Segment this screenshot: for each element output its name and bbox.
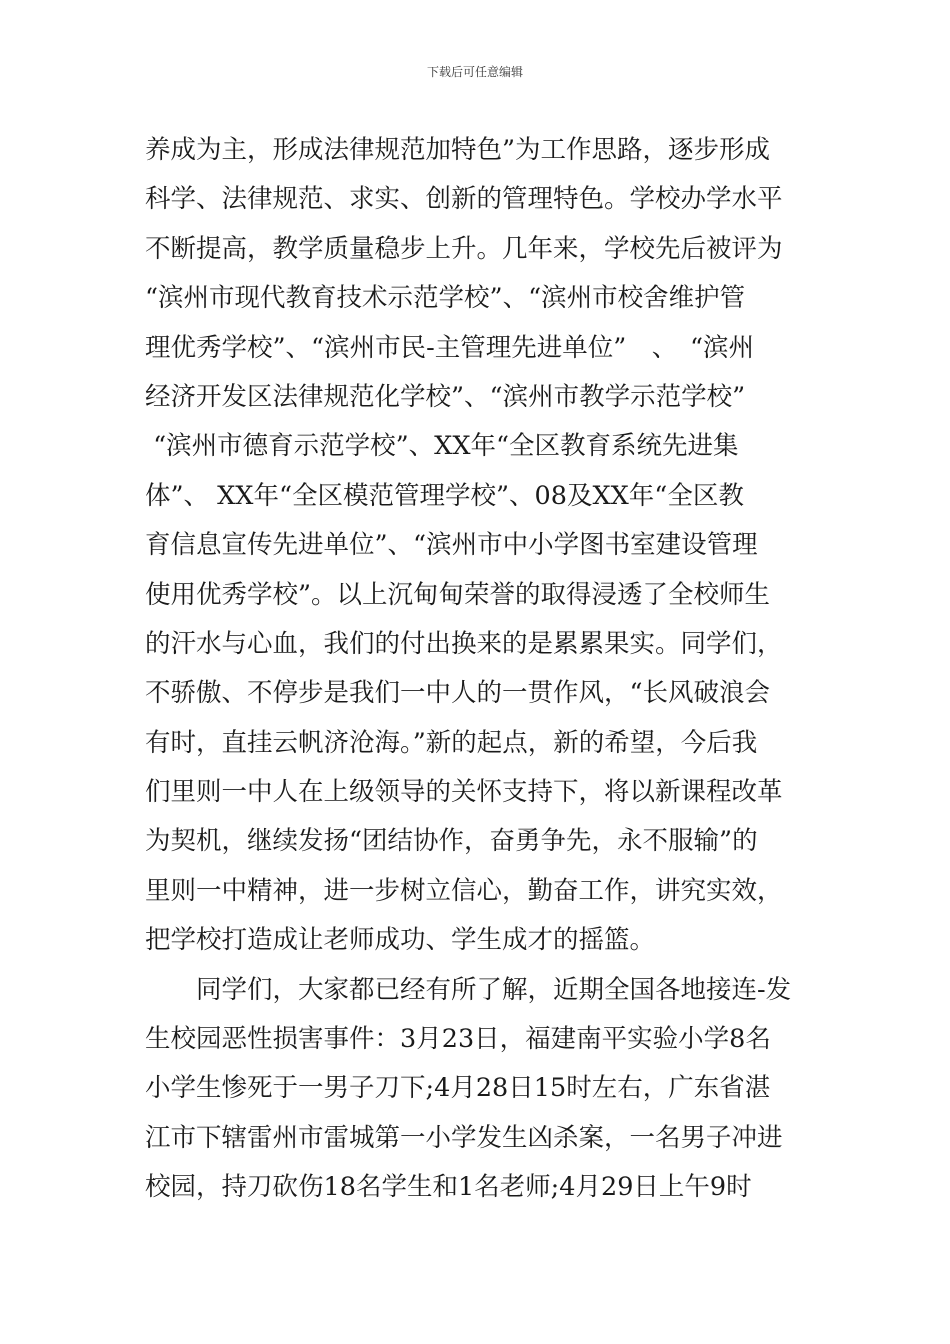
text-line: 同学们，大家都已经有所了解，近期全国各地接连-发 (145, 974, 792, 1005)
document-body (145, 126, 810, 1213)
text-line: 们里则一中人在上级领导的关怀支持下，将以新课程改革 (145, 777, 783, 808)
text-line: 江市下辖雷州市雷城第一小学发生凶杀案，一名男子冲进 (145, 1122, 783, 1153)
text-line: 不断提高，教学质量稳步上升。几年来，学校先后被评为 (145, 233, 783, 264)
text-line: 小学生惨死于一男子刀下;4月28日15时左右，广东省湛 (145, 1073, 771, 1104)
text-line: 把学校打造成让老师成功、学生成才的摇篮。 (145, 925, 656, 956)
page-header-note: 下载后可任意编辑 (426, 65, 523, 79)
text-line: 体”、 XX年“全区模范管理学校”、08及XX年“全区教 (145, 480, 744, 511)
text-line: 校园，持刀砍伤18名学生和1名老师;4月29日上午9时 (145, 1172, 752, 1203)
text-line: 经济开发区法律规范化学校”、“滨州市教学示范学校” (145, 381, 746, 412)
text-line: 理优秀学校”、“滨州市民-主管理先进单位” 、 “滨州 (145, 332, 755, 363)
text-line: “滨州市德育示范学校”、XX年“全区教育系统先进集 (145, 431, 739, 462)
text-line: 科学、法律规范、求实、创新的管理特色。学校办学水平 (145, 184, 783, 215)
text-line: 使用优秀学校”。以上沉甸甸荣誉的取得浸透了全校师生 (145, 579, 771, 610)
text-line: “滨州市现代教育技术示范学校”、“滨州市校舍维护管 (145, 283, 746, 314)
text-line: 生校园恶性损害事件：3月23日，福建南平实验小学8名 (145, 1024, 771, 1055)
text-line: 育信息宣传先进单位”、“滨州市中小学图书室建设管理 (145, 530, 758, 561)
text-line: 的汗水与心血，我们的付出换来的是累累果实。同学们， (145, 628, 783, 659)
text-line: 里则一中精神，进一步树立信心，勤奋工作，讲究实效， (145, 875, 783, 906)
text-line: 有时，直挂云帆济沧海。”新的起点，新的希望，今后我 (145, 727, 758, 758)
text-line: 养成为主，形成法律规范加特色”为工作思路，逐步形成 (145, 135, 771, 165)
text-line: 不骄傲、不停步是我们一中人的一贯作风，“长风破浪会 (145, 678, 771, 709)
text-line: 为契机，继续发扬“团结协作，奋勇争先，永不服输”的 (145, 826, 758, 857)
